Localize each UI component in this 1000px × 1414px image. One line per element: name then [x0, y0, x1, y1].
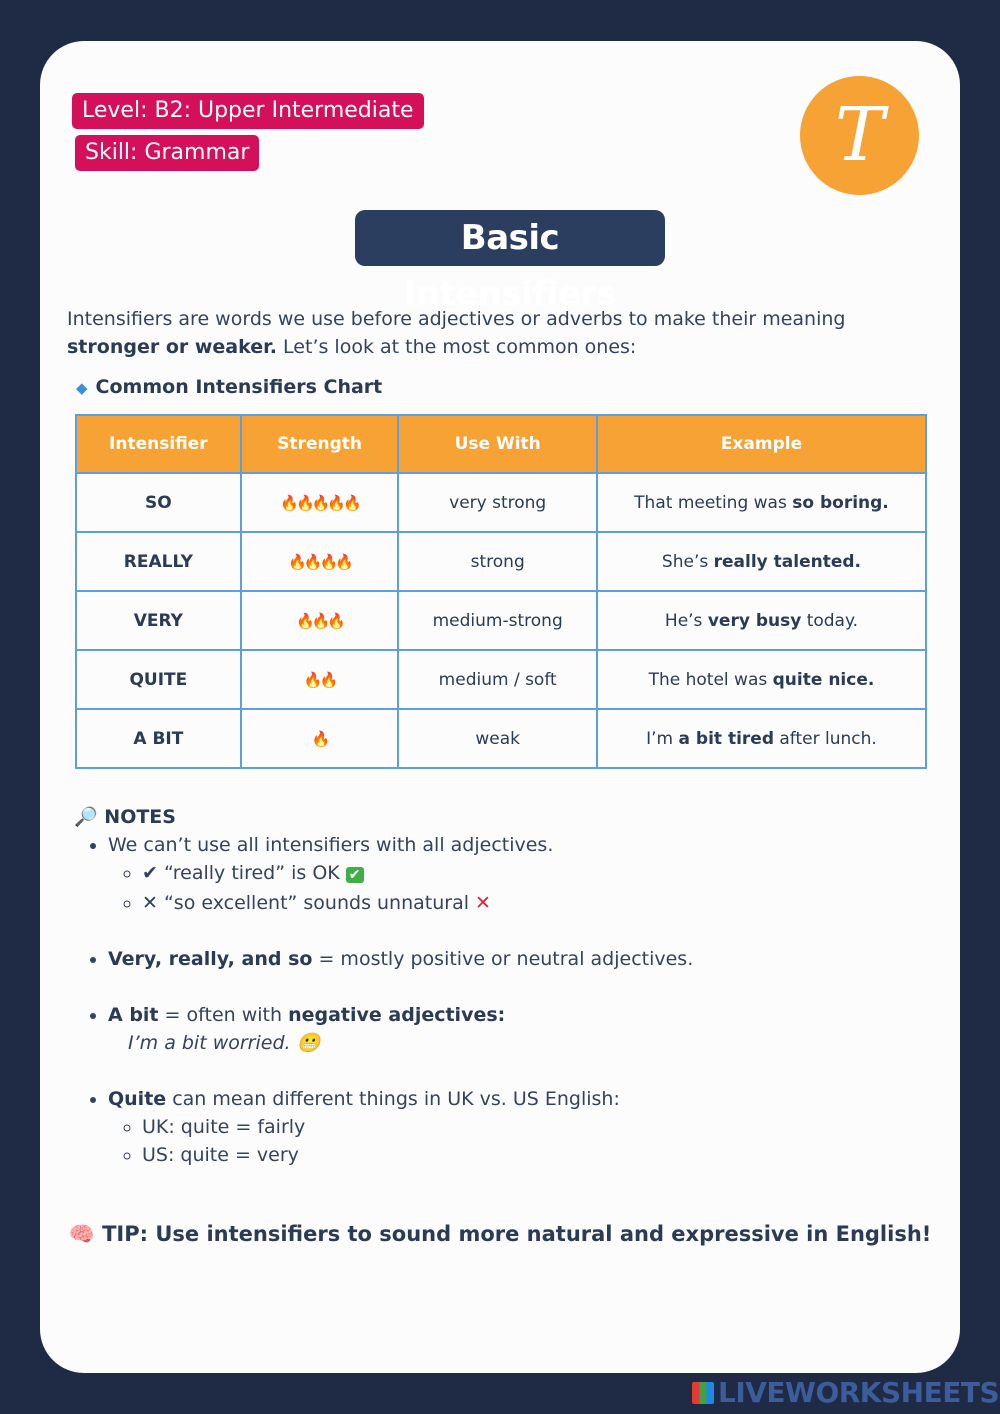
sub-list	[108, 859, 934, 917]
list-item	[108, 831, 934, 917]
fire-icon: 🔥🔥🔥🔥	[241, 532, 399, 591]
chart-heading	[76, 376, 382, 398]
example-text: The hotel was	[648, 669, 773, 690]
notes-list	[74, 831, 934, 1169]
use-with-cell: very strong	[398, 473, 597, 532]
example-bold: really talented.	[713, 551, 862, 572]
liveworksheets-icon	[692, 1382, 714, 1404]
notes-title	[74, 803, 934, 831]
list-item: ◦ US: quite = very	[142, 1141, 934, 1169]
table-header-row	[76, 415, 926, 473]
magnifier-icon: 🔎	[74, 806, 98, 828]
diamond-icon: ◆	[76, 379, 88, 397]
tip-line	[40, 1222, 960, 1247]
example-text-end: after lunch.	[773, 728, 877, 749]
example-text-end: today.	[801, 610, 859, 631]
list-item	[108, 945, 934, 973]
cross-mark-icon: ✕	[475, 892, 491, 914]
use-with-cell: medium-strong	[398, 591, 597, 650]
note-bad-text: “so excellent” sounds unnatural	[163, 892, 469, 914]
table-row	[76, 709, 926, 768]
fire-icon: 🔥🔥🔥🔥🔥	[241, 473, 399, 532]
note-text: = mostly positive or neutral adjectives.	[312, 948, 694, 970]
intensifier-cell: QUITE	[76, 650, 241, 709]
intensifiers-table	[75, 414, 927, 769]
worksheet-card	[40, 41, 960, 1373]
notes-section	[74, 803, 934, 1169]
notes-title-text: NOTES	[104, 806, 176, 828]
example-cell	[597, 591, 926, 650]
header-intensifier: Intensifier	[76, 415, 241, 473]
fire-icon: 🔥🔥🔥	[241, 591, 399, 650]
example-text: She’s	[661, 551, 714, 572]
list-item	[108, 1085, 934, 1169]
note-example	[108, 1029, 934, 1057]
header-example: Example	[597, 415, 926, 473]
fire-icon: 🔥	[241, 709, 399, 768]
note-bold: Very, really, and so	[108, 948, 313, 970]
example-cell	[597, 532, 926, 591]
skill-tag: Skill: Grammar	[75, 135, 259, 171]
brand-logo: T	[800, 76, 919, 195]
table-row	[76, 532, 926, 591]
use-with-cell: medium / soft	[398, 650, 597, 709]
grimace-emoji-icon: 😬	[296, 1032, 321, 1054]
note-example-text: I’m a bit worried.	[128, 1032, 291, 1054]
intensifier-cell: REALLY	[76, 532, 241, 591]
note-bold: A bit	[108, 1004, 159, 1026]
sub-list	[108, 1113, 934, 1169]
example-cell	[597, 709, 926, 768]
example-text: He’s	[664, 610, 708, 631]
example-bold: quite nice.	[772, 669, 875, 690]
check-icon: ✔	[142, 862, 158, 884]
watermark-text: LIVEWORKSHEETS	[718, 1376, 1000, 1409]
example-cell	[597, 473, 926, 532]
intro-paragraph	[67, 305, 937, 361]
intensifier-cell: VERY	[76, 591, 241, 650]
tip-text: TIP: Use intensifiers to sound more natural and expressive in English!	[102, 1222, 932, 1246]
intro-text-2: Let’s look at the most common ones:	[277, 336, 637, 358]
use-with-cell: strong	[398, 532, 597, 591]
page-title: Basic Intensifiers	[355, 210, 665, 266]
use-with-cell: weak	[398, 709, 597, 768]
note-ok-text: “really tired” is OK	[163, 862, 340, 884]
list-item	[142, 859, 934, 889]
table-row	[76, 591, 926, 650]
example-bold: a bit tired	[678, 728, 774, 749]
note-bold: negative adjectives:	[288, 1004, 506, 1026]
intro-text-1: Intensifiers are words we use before adjectives or adverbs to make their meaning	[67, 308, 846, 330]
header-use-with: Use With	[398, 415, 597, 473]
example-text: I’m	[646, 728, 679, 749]
intensifier-cell: A BIT	[76, 709, 241, 768]
example-bold: so boring.	[792, 492, 889, 513]
note-bold: Quite	[108, 1088, 167, 1110]
note-text: We can’t use all intensifiers with all adjectives.	[108, 834, 554, 856]
note-text: = often with	[158, 1004, 289, 1026]
list-item: ◦ UK: quite = fairly	[142, 1113, 934, 1141]
brain-icon: 🧠	[68, 1222, 95, 1246]
intensifier-cell: SO	[76, 473, 241, 532]
note-text: can mean different things in UK vs. US English:	[166, 1088, 620, 1110]
example-bold: very busy	[707, 610, 802, 631]
check-mark-icon: ✔	[346, 867, 364, 883]
chart-heading-text: Common Intensifiers Chart	[95, 376, 383, 398]
intro-bold: stronger or weaker.	[67, 336, 278, 358]
watermark-logo	[692, 1376, 999, 1409]
table-row	[76, 650, 926, 709]
table-row	[76, 473, 926, 532]
header-strength: Strength	[241, 415, 399, 473]
fire-icon: 🔥🔥	[241, 650, 399, 709]
example-text: That meeting was	[634, 492, 793, 513]
cross-icon: ✕	[142, 892, 158, 914]
example-cell	[597, 650, 926, 709]
list-item	[108, 1001, 934, 1057]
list-item	[142, 889, 934, 917]
level-tag: Level: B2: Upper Intermediate	[72, 93, 424, 129]
